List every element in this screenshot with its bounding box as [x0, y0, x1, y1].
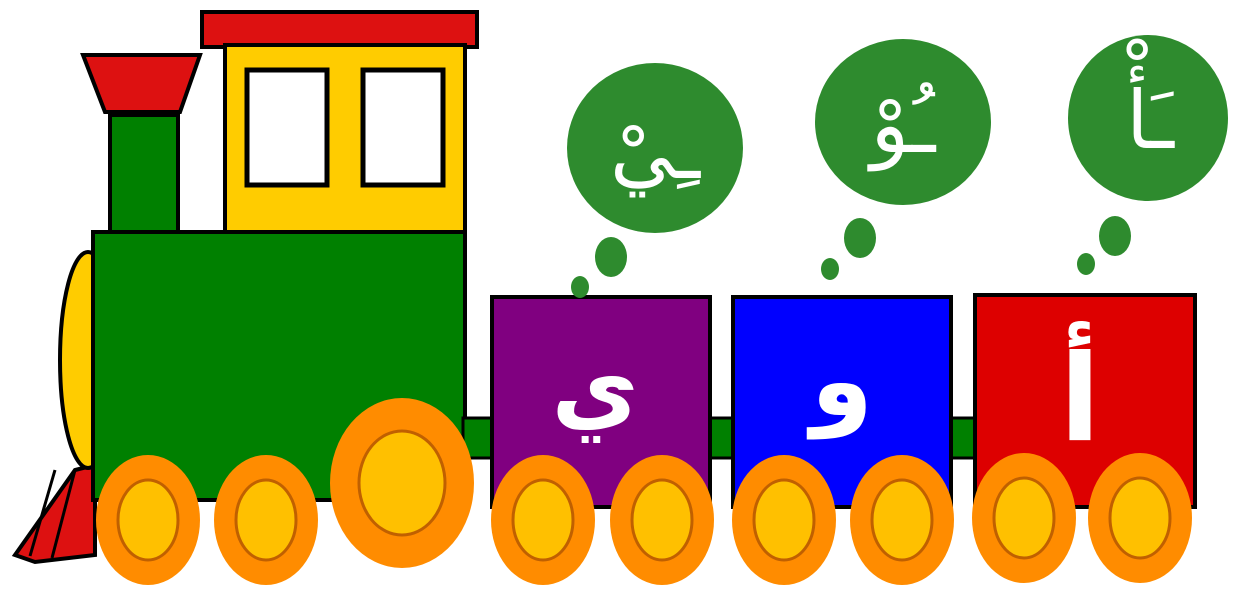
car-letter: و	[810, 322, 874, 439]
wheel	[850, 455, 954, 585]
bubble-text: ـُوْ	[870, 78, 936, 171]
wheel	[214, 455, 318, 585]
wheel	[972, 453, 1076, 583]
wheel	[610, 455, 714, 585]
thought-bubble-3	[1068, 35, 1228, 275]
cab-window-right	[363, 70, 443, 185]
bubble-text: ـَأْ	[1126, 74, 1174, 167]
wheel	[732, 455, 836, 585]
chimney	[110, 115, 178, 235]
chimney-top	[83, 55, 200, 112]
thought-bubble-2	[815, 39, 991, 280]
car-letter: ي	[551, 333, 639, 443]
wheel	[491, 455, 595, 585]
wheel	[1088, 453, 1192, 583]
cab-window-left	[247, 70, 327, 185]
cab-roof	[202, 12, 477, 47]
wheel-large	[330, 398, 474, 568]
bubble-text: ـِيْ	[609, 104, 701, 197]
car-letter: أ	[1059, 330, 1101, 469]
thought-bubble-1	[567, 63, 743, 298]
wheel	[96, 455, 200, 585]
